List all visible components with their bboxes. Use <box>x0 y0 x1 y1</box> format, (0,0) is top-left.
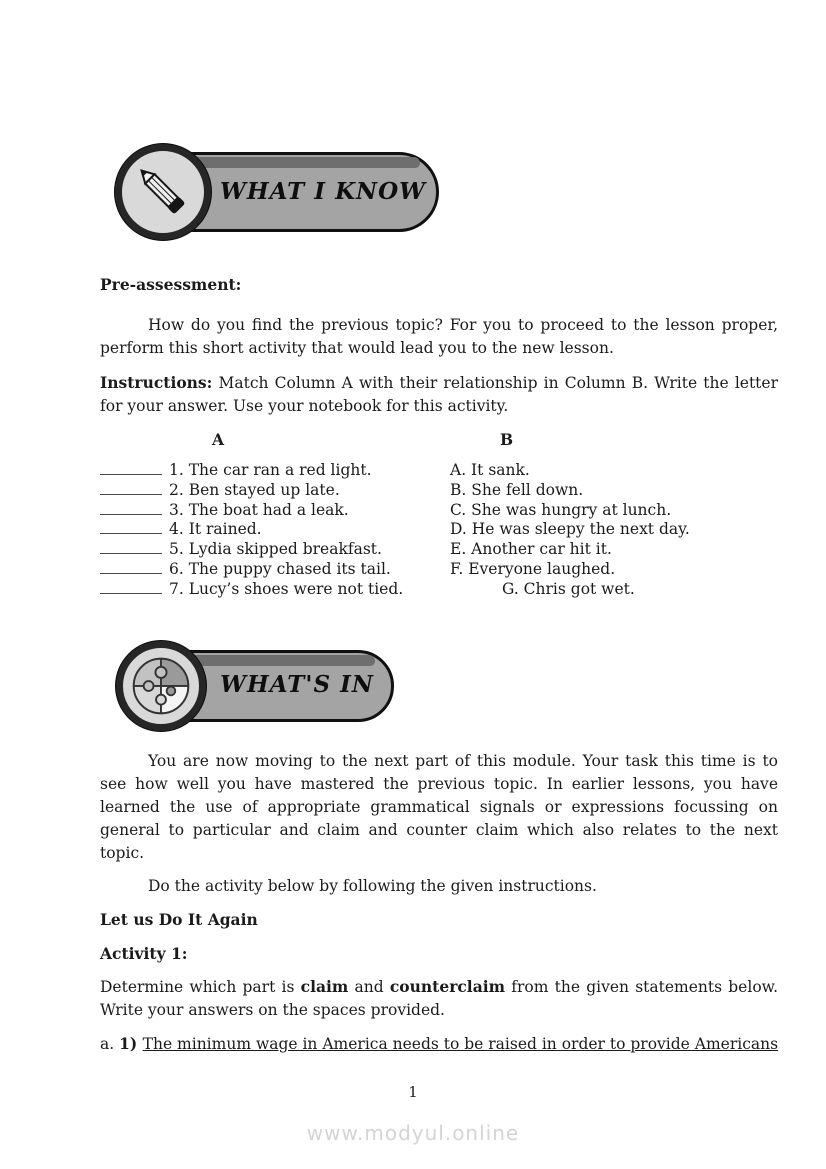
matching-column-a <box>100 461 440 600</box>
match-item-a5 <box>100 540 440 560</box>
match-item-text: D. He was sleepy the next day. <box>450 520 690 539</box>
match-item-text: B. She fell down. <box>450 480 584 499</box>
match-item-b5 <box>450 540 780 560</box>
match-item-text: G. Chris got wet. <box>502 579 635 598</box>
instructions-text: Match Column A with their relationship in Column B. Write the letter for your answer. Use your notebook for this activity. <box>100 374 778 415</box>
matching-column-b <box>450 461 780 600</box>
match-item-text: 7. Lucy’s shoes were not tied. <box>169 579 404 598</box>
match-item-a1 <box>100 461 440 481</box>
instructions-label: Instructions: <box>100 373 213 392</box>
match-item-b2 <box>450 481 780 501</box>
match-item-text: 5. Lydia skipped breakfast. <box>169 540 382 559</box>
puzzle-icon-svg <box>130 655 192 717</box>
activity-1-heading: Activity 1: <box>100 944 188 963</box>
pencil-icon-svg <box>130 159 196 225</box>
intro-paragraph: How do you find the previous topic? For you to proceed to the lesson proper, perform this short activity that would lead you to the new lesson. <box>100 316 778 357</box>
match-item-text: E. Another car hit it. <box>450 540 612 559</box>
moving-paragraph: You are now moving to the next part of this module. Your task this time is to see how well you have mastered the previous topic. In earlier lessons, you have learned the use of appropriate grammatical signals or expressions focussing on general to particular and claim and counter claim which also relates to the next topic. <box>100 752 778 862</box>
answer-blank <box>100 580 162 594</box>
answer-blank <box>100 520 162 534</box>
match-item-text: 3. The boat had a leak. <box>169 500 349 519</box>
watermark: www.modyul.online <box>306 1121 520 1145</box>
answer-blank <box>100 540 162 554</box>
match-item-a3 <box>100 501 440 521</box>
what-i-know-title: WHAT I KNOW <box>220 178 426 205</box>
let-us-do-it-again-heading: Let us Do It Again <box>100 910 258 929</box>
page-number: 1 <box>408 1083 418 1101</box>
pencil-icon <box>115 144 211 240</box>
instructions-paragraph <box>100 371 778 418</box>
match-item-text: 1. The car ran a red light. <box>169 461 372 479</box>
item-a-line <box>100 1032 778 1056</box>
answer-blank <box>100 481 162 495</box>
answer-blank <box>100 560 162 574</box>
column-a-header: A <box>212 430 225 449</box>
determine-paragraph <box>100 975 778 1022</box>
and-word: and <box>348 978 390 996</box>
answer-blank <box>100 501 162 515</box>
match-item-text: F. Everyone laughed. <box>450 559 616 578</box>
match-item-a2 <box>100 481 440 501</box>
counterclaim-word: counterclaim <box>389 977 506 996</box>
match-item-b1 <box>450 461 780 481</box>
pre-assessment-heading: Pre-assessment: <box>100 275 242 294</box>
what-i-know-banner <box>115 144 445 240</box>
answer-blank <box>100 461 162 475</box>
puzzle-icon <box>116 641 206 731</box>
match-item-b3 <box>450 501 780 521</box>
item-a-statement: The minimum wage in America needs to be raised in order to provide Americans <box>142 1035 779 1053</box>
do-activity-line: Do the activity below by following the given instructions. <box>148 877 597 895</box>
match-item-text: A. It sank. <box>450 461 530 479</box>
claim-word: claim <box>300 977 349 996</box>
match-item-a7 <box>100 580 440 600</box>
match-item-b6 <box>450 560 780 580</box>
match-item-text: C. She was hungry at lunch. <box>450 500 672 519</box>
whats-in-title: WHAT'S IN <box>220 671 374 698</box>
whats-in-banner <box>116 641 396 731</box>
match-item-b4 <box>450 520 780 540</box>
determine-pre: Determine which part is <box>100 978 301 996</box>
column-b-header: B <box>500 430 514 449</box>
match-item-text: 6. The puppy chased its tail. <box>169 559 391 578</box>
item-a-number: 1) <box>119 1034 143 1053</box>
determine-post: from the given statements below. Write your answers on the spaces provided. <box>100 978 779 1019</box>
item-a-prefix: a. <box>100 1035 120 1053</box>
match-item-a4 <box>100 520 440 540</box>
match-item-a6 <box>100 560 440 580</box>
match-item-text: 2. Ben stayed up late. <box>169 480 340 499</box>
match-item-b7 <box>450 580 780 600</box>
match-item-text: 4. It rained. <box>169 520 262 539</box>
